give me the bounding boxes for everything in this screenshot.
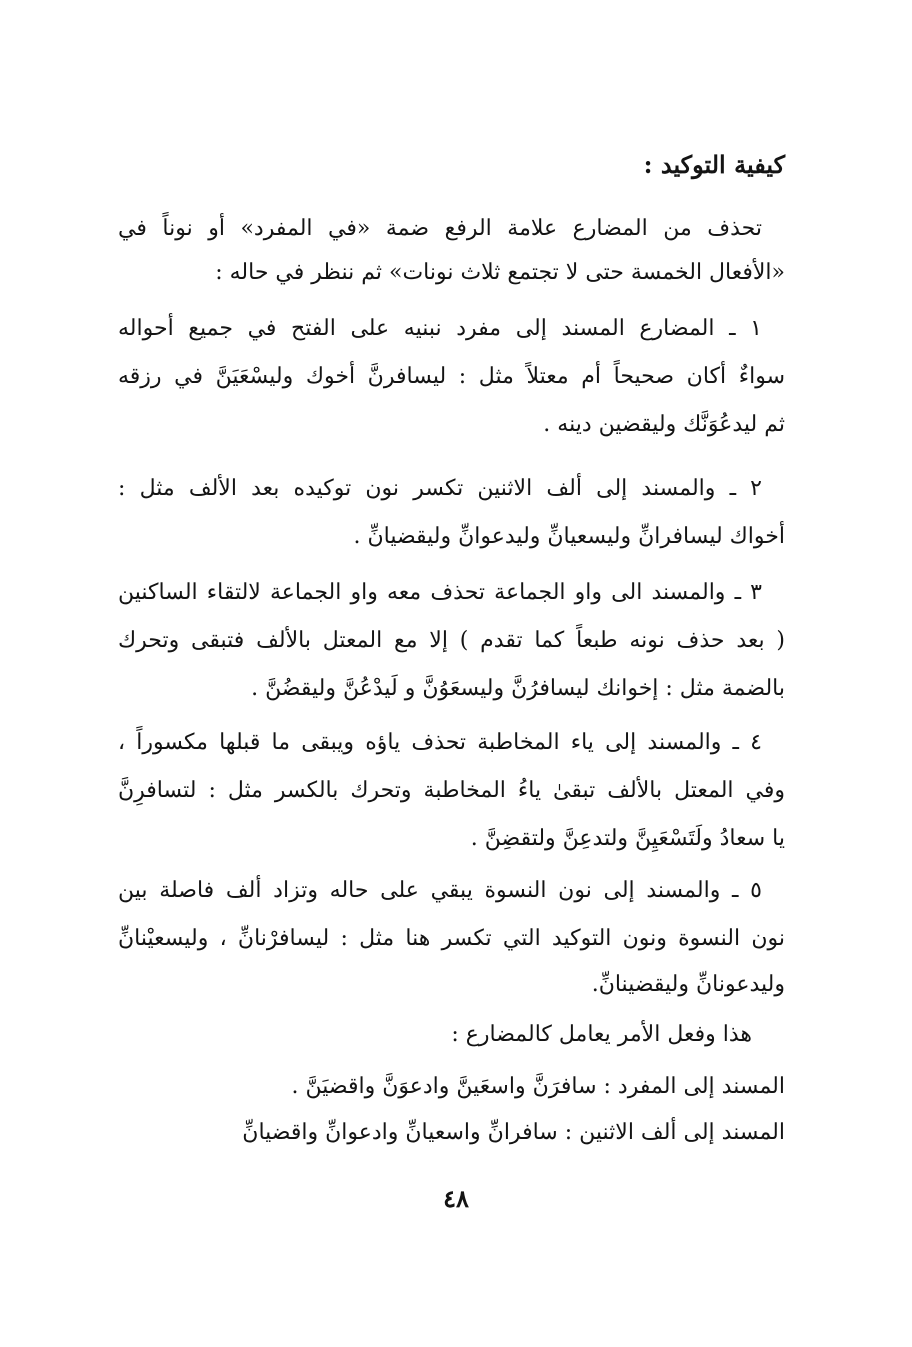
item-5-line-1: ٥ ـ والمسند إلى نون النسوة يبقي على حاله وتزاد ألف فاصلة بين [118,878,762,903]
item-3-line-1: ٣ ـ والمسند الى واو الجماعة تحذف معه واو الجماعة لالتقاء الساكنين [118,580,762,605]
item-1-line-1: ١ ـ المضارع المسند إلى مفرد نبنيه على الفتح في جميع أحواله [118,316,762,341]
imperative-line-3: المسند إلى ألف الاثنين : سافرانِّ واسعيانِّ وادعوانِّ واقضيانِّ [242,1120,785,1145]
item-1-line-3: ثم ليدعُوَنَّك وليقضين دينه . [543,412,785,437]
item-2-line-1: ٢ ـ والمسند إلى ألف الاثنين تكسر نون توكيده بعد الألف مثل : [118,476,762,501]
item-2-line-2: أخواك ليسافرانِّ وليسعيانِّ وليدعوانِّ وليقضيانِّ . [353,524,785,549]
intro-line-2: «الأفعال الخمسة حتى لا تجتمع ثلاث نونات» ثم ننظر في حاله : [215,260,785,285]
item-3-line-3: بالضمة مثل : إخوانك ليسافرُنَّ وليسعَوُنَّ و لَيدْعُنَّ وليقضُنَّ . [251,676,785,701]
item-3-line-2: ( بعد حذف نونه طبعاً كما تقدم ) إلا مع المعتل بالألف فتبقى وتحرك [118,628,785,653]
imperative-line-2: المسند إلى المفرد : سافرَنَّ واسعَينَّ وادعوَنَّ واقضيَنَّ . [291,1074,785,1099]
imperative-line-1: هذا وفعل الأمر يعامل كالمضارع : [451,1022,752,1047]
intro-line-1: تحذف من المضارع علامة الرفع ضمة «في المفرد» أو نوناً في [118,216,762,241]
section-heading: كيفية التوكيد : [643,150,785,179]
item-4-line-1: ٤ ـ والمسند إلى ياء المخاطبة تحذف ياؤه ويبقى ما قبلها مكسوراً ، [118,730,762,755]
item-1-line-2: سواءٌ أكان صحيحاً أم معتلاً مثل : ليسافرنَّ أخوك وليسْعَيَنَّ في رزقه [118,364,785,389]
item-5-line-3: وليدعونانِّ وليقضينانِّ. [591,972,785,997]
item-4-line-3: يا سعادُ ولَتَسْعَيِنَّ ولتدعِنَّ ولتقضِنَّ . [470,826,785,851]
item-4-line-2: وفي المعتل بالألف تبقىٰ ياءُ المخاطبة وتحرك بالكسر مثل : لتسافرِنَّ [118,778,785,803]
page-number: ٤٨ [443,1184,469,1213]
item-5-line-2: نون النسوة ونون التوكيد التي تكسر هنا مثل : ليسافرْنانِّ ، وليسعيْنانِّ [118,926,785,951]
